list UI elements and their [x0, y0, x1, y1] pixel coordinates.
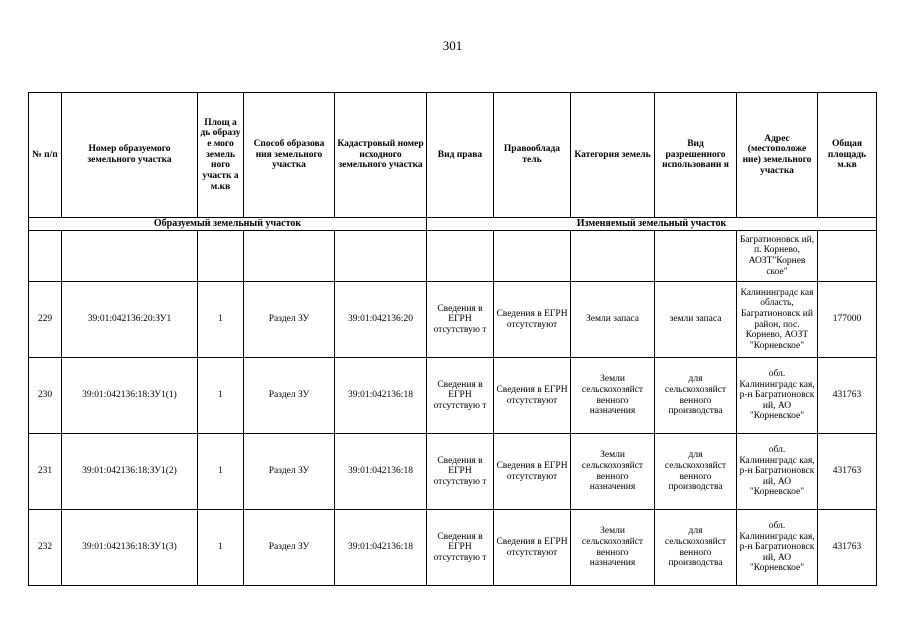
cell-address: Калининградс кая область, Багратионовск ий район, пос. Корнево, АОЗТ "Корневское" [737, 282, 818, 358]
section-row [29, 218, 877, 231]
cell-num: 230 [29, 358, 62, 434]
table-row [29, 282, 877, 358]
header-plot-number: Номер образуемого земельного участка [62, 93, 198, 218]
section-changed: Изменяемый земельный участок [427, 218, 877, 231]
header-cadastral: Кадастровый номер исходного земельного участка [335, 93, 427, 218]
cell-category: Земли сельскохозяйст венного назначения [571, 434, 655, 510]
table-row [29, 358, 877, 434]
cell-num: 231 [29, 434, 62, 510]
header-permitted-use: Вид разрешенного использовани я [655, 93, 737, 218]
cell-method: Раздел ЗУ [244, 282, 335, 358]
cell-address: обл. Калининградс кая, р-н Багратионовск ий, АО "Корневское" [737, 510, 818, 586]
cell-plot-number: 39:01:042136:18:ЗУ1(3) [62, 510, 198, 586]
cell-method: Раздел ЗУ [244, 510, 335, 586]
cell-area: 1 [198, 434, 244, 510]
cell-cadastral: 39:01:042136:20 [335, 282, 427, 358]
land-plot-table [28, 92, 877, 586]
cell-holder: Сведения в ЕГРН отсутствуют [494, 434, 571, 510]
header-right-type: Вид права [427, 93, 494, 218]
page-number: 301 [442, 38, 463, 53]
cell-permitted-use: для сельскохозяйст венного производства [655, 358, 737, 434]
cell-method: Раздел ЗУ [244, 434, 335, 510]
cell-holder: Сведения в ЕГРН отсутствуют [494, 510, 571, 586]
header-category: Категория земель [571, 93, 655, 218]
cell-permitted-use: земли запаса [655, 282, 737, 358]
cell-permitted-use: для сельскохозяйст венного производства [655, 510, 737, 586]
header-address: Адрес (местоположе ние) земельного участка [737, 93, 818, 218]
cell-num: 232 [29, 510, 62, 586]
cell-cadastral: 39:01:042136:18 [335, 434, 427, 510]
table-row [29, 434, 877, 510]
cell-right-type: Сведения в ЕГРН отсутствую т [427, 434, 494, 510]
cell-category: Земли сельскохозяйст венного назначения [571, 510, 655, 586]
cell-address: Багратионовск ий, п. Корнево, АОЗТ"Корнев ское" [737, 231, 818, 282]
cell-total-area: 431763 [818, 434, 877, 510]
cell-cadastral: 39:01:042136:18 [335, 358, 427, 434]
cell-cadastral: 39:01:042136:18 [335, 510, 427, 586]
cell-total-area: 431763 [818, 510, 877, 586]
cell-right-type: Сведения в ЕГРН отсутствую т [427, 510, 494, 586]
cell-total-area: 177000 [818, 282, 877, 358]
header-row [29, 93, 877, 218]
header-total-area: Общая площадь м.кв [818, 93, 877, 218]
header-num: № п/п [29, 93, 62, 218]
cell-area: 1 [198, 358, 244, 434]
cell-total-area: 431763 [818, 358, 877, 434]
cell-address: обл. Калининградс кая, р-н Багратионовск ий, АО "Корневское" [737, 358, 818, 434]
cell-right-type: Сведения в ЕГРН отсутствую т [427, 282, 494, 358]
cell-num: 229 [29, 282, 62, 358]
section-formed: Образуемый земельный участок [29, 218, 427, 231]
header-area: Площ а дь образу е мого земель ного участк а м.кв [198, 93, 244, 218]
header-method: Способ образова ния земельного участка [244, 93, 335, 218]
cell-plot-number: 39:01:042136:18:ЗУ1(1) [62, 358, 198, 434]
table-row-continuation [29, 231, 877, 282]
cell-category: Земли сельскохозяйст венного назначения [571, 358, 655, 434]
cell-holder: Сведения в ЕГРН отсутствуют [494, 282, 571, 358]
header-holder: Правооблада тель [494, 93, 571, 218]
cell-method: Раздел ЗУ [244, 358, 335, 434]
cell-right-type: Сведения в ЕГРН отсутствую т [427, 358, 494, 434]
cell-plot-number: 39:01:042136:18:ЗУ1(2) [62, 434, 198, 510]
cell-plot-number: 39:01:042136:20:ЗУ1 [62, 282, 198, 358]
cell-category: Земли запаса [571, 282, 655, 358]
cell-permitted-use: для сельскохозяйст венного производства [655, 434, 737, 510]
cell-holder: Сведения в ЕГРН отсутствуют [494, 358, 571, 434]
cell-area: 1 [198, 282, 244, 358]
table-row [29, 510, 877, 586]
cell-address: обл. Калининградс кая, р-н Багратионовск ий, АО "Корневское" [737, 434, 818, 510]
cell-area: 1 [198, 510, 244, 586]
